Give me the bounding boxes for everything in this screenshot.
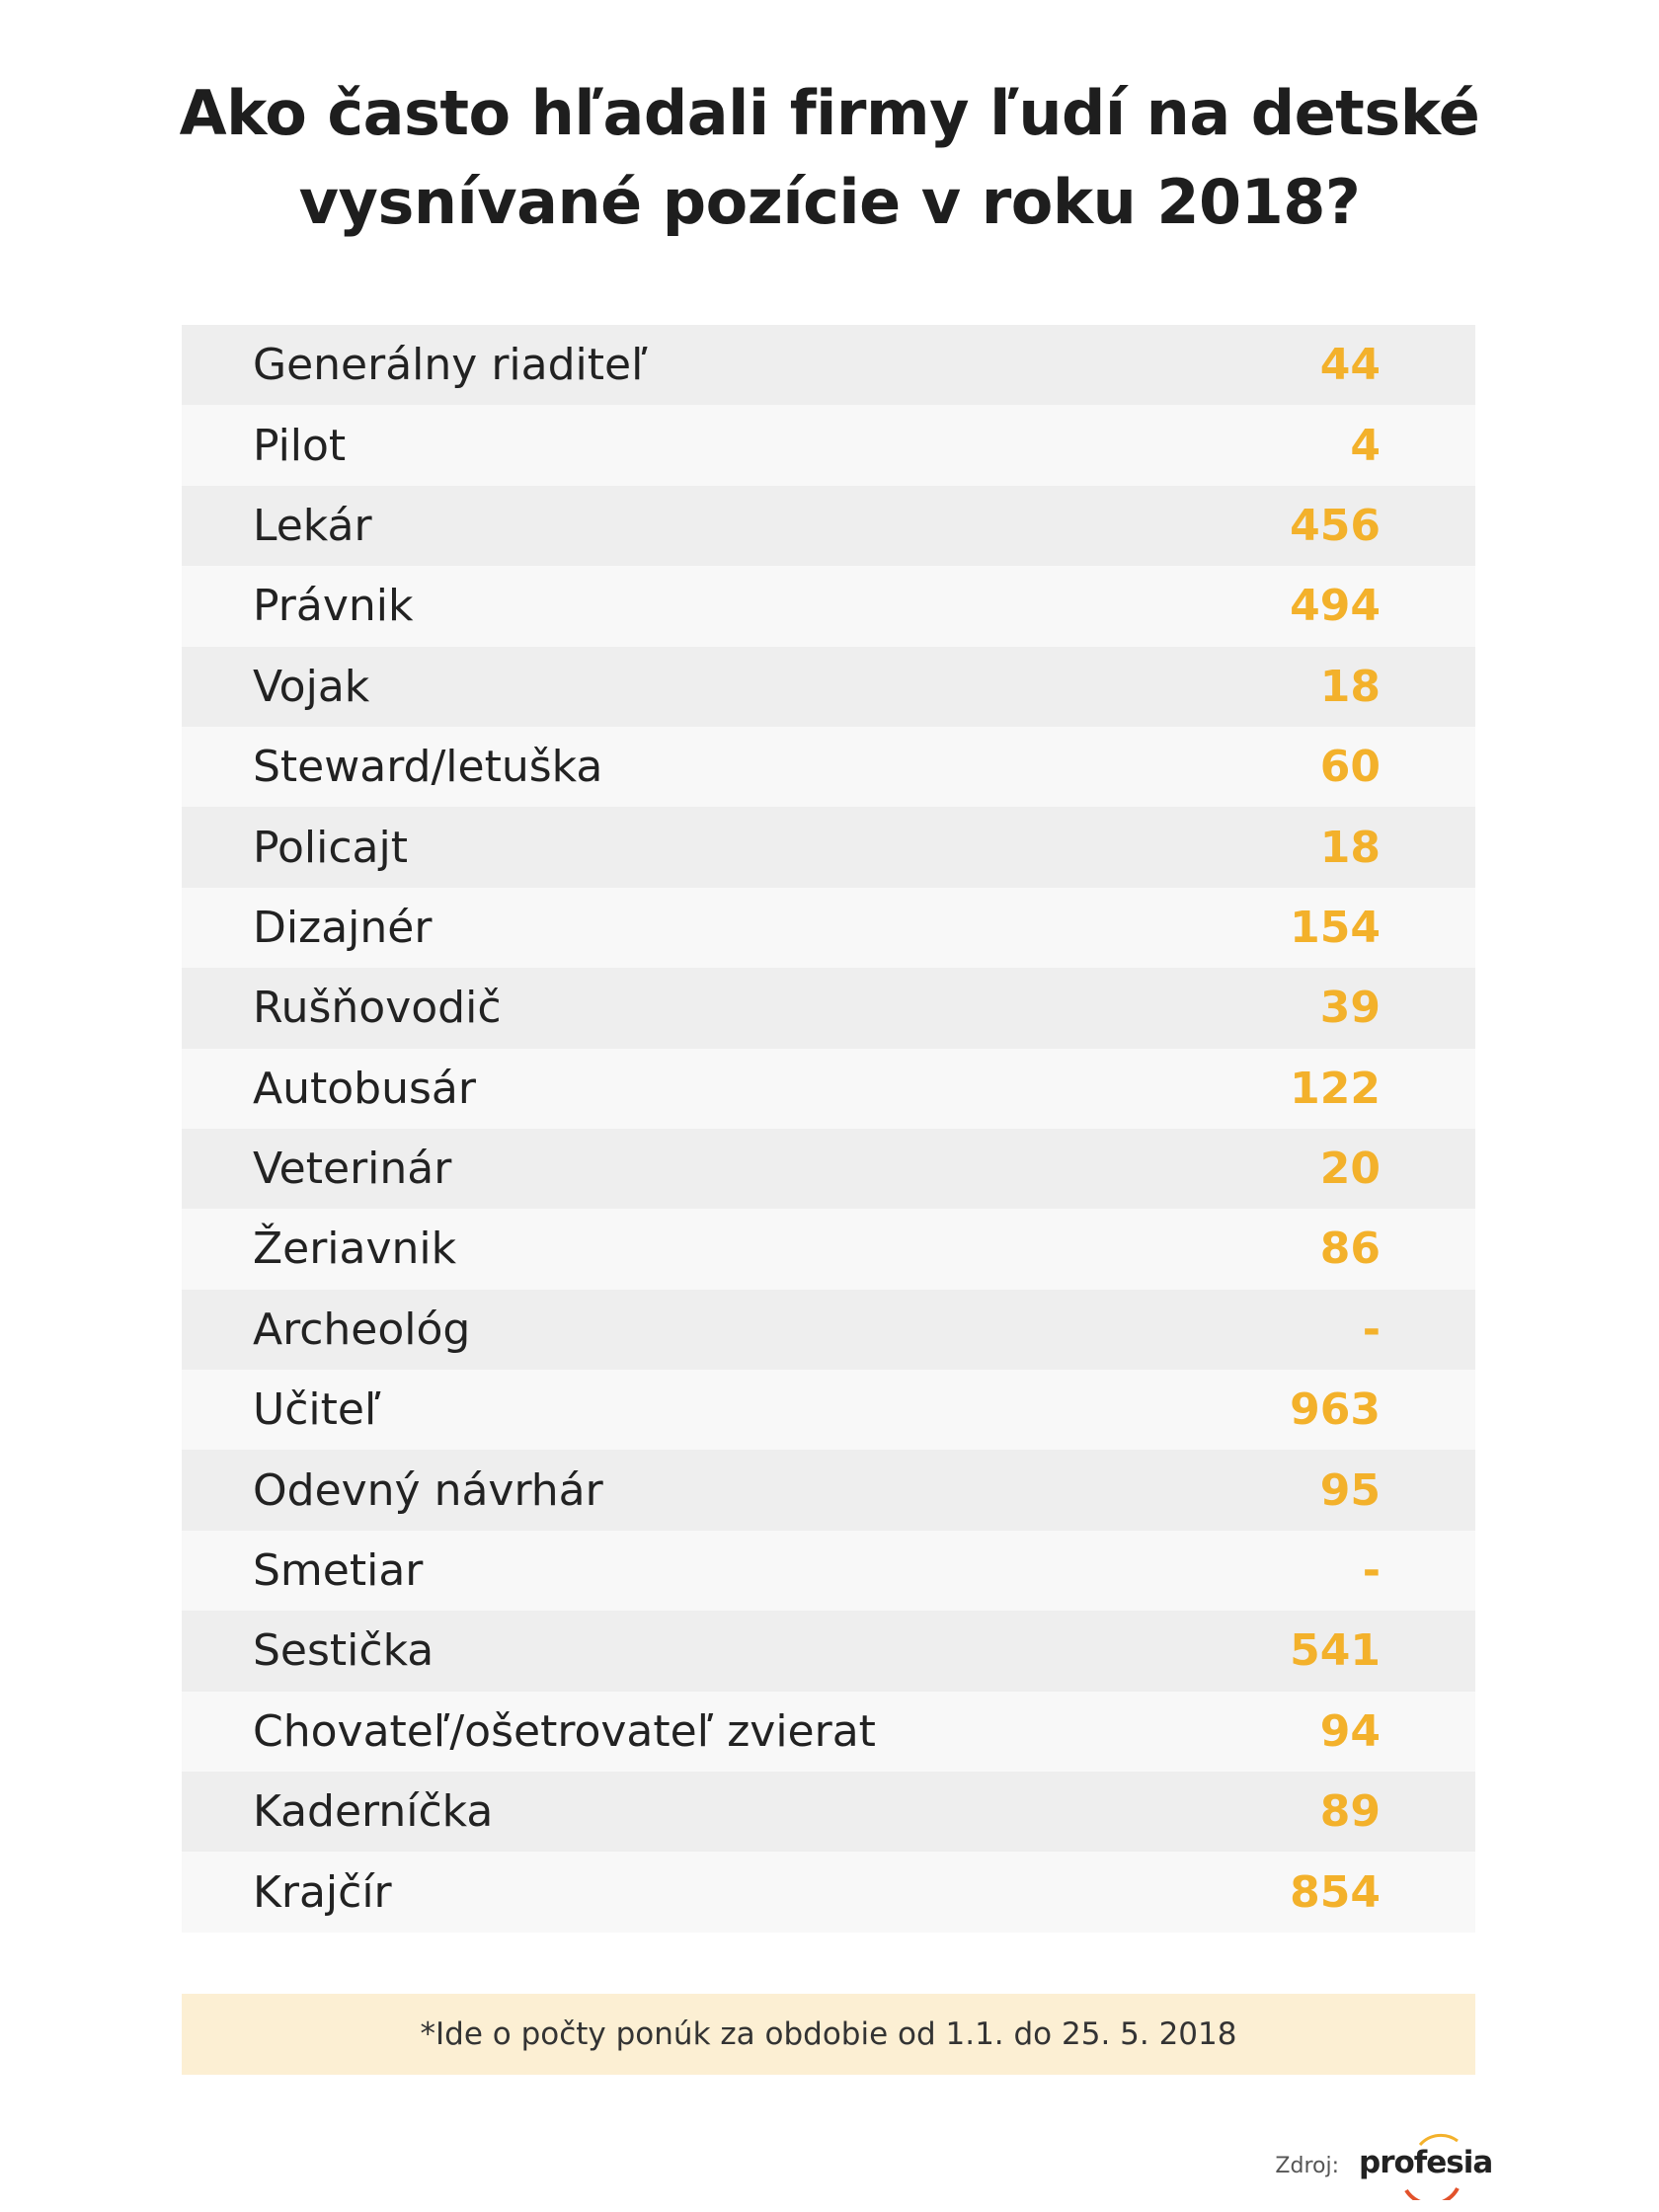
row-label: Veterinár — [253, 1144, 452, 1195]
row-value: 60 — [1319, 742, 1381, 793]
row-value: 39 — [1319, 983, 1381, 1034]
table-row — [182, 1370, 1475, 1450]
table-row — [182, 405, 1475, 485]
source — [1275, 2131, 1493, 2200]
table-row — [182, 968, 1475, 1048]
table-row — [182, 1772, 1475, 1852]
table-row — [182, 888, 1475, 968]
row-label: Archeológ — [253, 1304, 471, 1355]
row-value: 18 — [1319, 661, 1381, 712]
row-value: 89 — [1319, 1786, 1381, 1838]
row-value: 95 — [1319, 1464, 1381, 1516]
row-label: Právnik — [253, 581, 414, 632]
row-value: 4 — [1350, 420, 1381, 471]
source-label: Zdroj: — [1275, 2153, 1339, 2178]
row-value: 122 — [1290, 1063, 1381, 1114]
row-label: Učiteľ — [253, 1384, 381, 1436]
title-line-1: Ako často hľadali firmy ľudí na detské — [179, 77, 1480, 149]
row-label: Dizajnér — [253, 902, 433, 953]
row-label: Žeriavnik — [253, 1224, 457, 1275]
row-label: Smetiar — [253, 1545, 424, 1597]
table-row — [182, 1290, 1475, 1370]
table-row — [182, 1692, 1475, 1772]
row-value: - — [1362, 1304, 1381, 1355]
table-row — [182, 1049, 1475, 1129]
row-label: Rušňovodič — [253, 983, 502, 1034]
table-row — [182, 647, 1475, 727]
row-label: Vojak — [253, 661, 370, 712]
row-label: Chovateľ/ošetrovateľ zvierat — [253, 1705, 876, 1757]
row-value: 20 — [1319, 1144, 1381, 1195]
logo-wordmark: profesia — [1359, 2145, 1493, 2180]
row-label: Krajčír — [253, 1866, 392, 1918]
row-value: 154 — [1290, 902, 1381, 953]
row-value: 963 — [1290, 1384, 1381, 1436]
table-row — [182, 1852, 1475, 1932]
row-value: 94 — [1319, 1705, 1381, 1757]
positions-table — [182, 325, 1475, 1933]
table-row — [182, 1611, 1475, 1691]
row-value: 456 — [1290, 500, 1381, 551]
row-value: 86 — [1319, 1224, 1381, 1275]
footnote — [182, 1994, 1475, 2075]
row-label: Generálny riaditeľ — [253, 340, 648, 391]
table-row — [182, 727, 1475, 807]
row-label: Kaderníčka — [253, 1786, 494, 1838]
table-row — [182, 325, 1475, 405]
row-label: Policajt — [253, 822, 408, 873]
profesia-logo — [1359, 2131, 1493, 2200]
row-label: Sestička — [253, 1625, 434, 1677]
table-row — [182, 807, 1475, 887]
row-label: Pilot — [253, 420, 347, 471]
row-value: 854 — [1290, 1866, 1381, 1918]
row-value: 494 — [1290, 581, 1381, 632]
row-value: 541 — [1290, 1625, 1381, 1677]
table-row — [182, 486, 1475, 566]
row-label: Odevný návrhár — [253, 1464, 603, 1516]
row-value: - — [1362, 1545, 1381, 1597]
row-label: Autobusár — [253, 1063, 476, 1114]
table-row — [182, 1531, 1475, 1611]
title-line-2: vysnívané pozície v roku 2018? — [298, 166, 1361, 238]
chart-title — [0, 69, 1659, 247]
row-label: Steward/letuška — [253, 742, 603, 793]
table-row — [182, 1450, 1475, 1530]
row-value: 18 — [1319, 822, 1381, 873]
table-row — [182, 1129, 1475, 1209]
table-row — [182, 566, 1475, 646]
footnote-text: *Ide o počty ponúk za obdobie od 1.1. do 25. 5. 2018 — [420, 2016, 1237, 2052]
row-value: 44 — [1319, 340, 1381, 391]
table-row — [182, 1209, 1475, 1289]
row-label: Lekár — [253, 500, 372, 551]
